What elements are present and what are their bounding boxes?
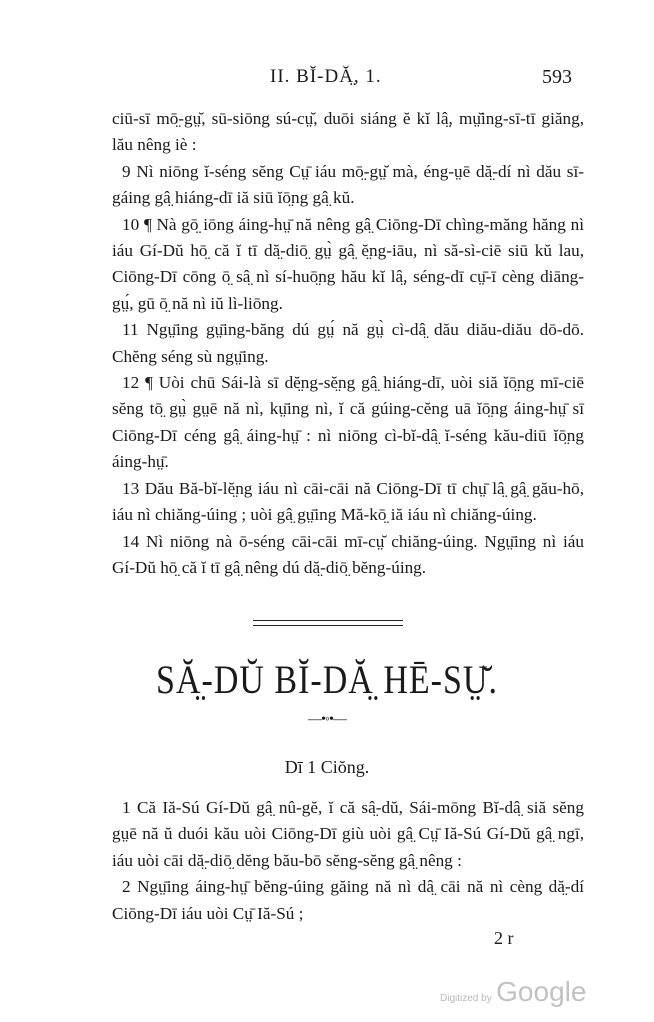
verse-10: 10 ¶ Nà gō̤ iōng áing-hṳ̄ nă nêng gâ̤ Ciōng-Dī chìng-măng hăng nì iáu Gí-Dŭ hō̤ că ĭ tī dă̤-diō̤ gṳ̀ gâ̤ ĕ̤ng-iāu, nì să-sì-ciē siū kŭ lau, Ciōng-Dī cōng ō̤ sâ̤ nì sí-huō̤ng hău kĭ lâ̤, séng-dī cṳ̄-ī cèng diāng-gṳ́, gū ō̤ nă nì iŭ lì-liōng. [112,214,584,313]
section-divider-rule [253,620,403,626]
signature-mark: 2 r [494,928,514,948]
page-number: 593 [542,66,572,88]
lower-text-block [112,795,584,927]
verse-9: 9 Nì niōng ĭ-séng sĕng Cṳ̄ iáu mō̤-gṳ̆ mà, éng-ṳē dă̤-dí nì dău sī-gáing gâ̤ hiáng-dī iă siū ĭō̤ng gâ̤ kŭ. [112,161,584,208]
section-title: SĂ̤-DŬ BĬ-DĂ̤ HĒ-SṲ̆. [156,658,498,703]
watermark-small-text: Digitized by [440,993,492,1004]
verse-14: 14 Nì niōng nà ō-séng cāi-cāi mī-cṳ̆ chiăng-úing. Ngṳ̄ing nì iáu Gí-Dŭ hō̤ că ĭ tī gâ̤ nêng dú dă̤-diō̤ bĕng-úing. [112,531,584,577]
upper-text-block [112,106,584,581]
running-head: II. BĬ-DĂ̤, 1. [270,66,382,87]
continuation-paragraph: ciū-sī mō̤-gṳ̆, sū-siōng sú-cṳ̆, duōi siáng ĕ kĭ lâ̤, mṳ̆ing-sī-tī giăng, lău nêng iè : [112,109,584,155]
digitized-watermark [440,976,586,1008]
chapter1-verse-1: 1 Că Iă-Sú Gí-Dŭ gâ̤ nû-gĕ, ĭ că sâ̤-dŭ, Sái-mōng Bĭ-dâ̤ siă sĕng gṳē nă ŭ duói kău uòi Ciōng-Dī giù uòi gâ̤ Cṳ̄ Iă-Sú Gí-Dŭ gâ̤ ngī, iáu uòi cāi dă̤-diō̤ dĕng bău-bō sĕng-sĕng gâ̤ nêng : [112,798,584,870]
verse-13: 13 Dău Bă-bĭ-lĕ̤ng iáu nì cāi-cāi nă Ciōng-Dī tī chṳ̄ lâ̤ gâ̤ gău-hō, iáu nì chiăng-úing ; uòi gâ̤ gṳ̄ing Mă-kō̤ iă iáu nì chiăng-úing. [112,478,584,525]
chapter-heading: Dī 1 Ciŏng. [284,757,370,777]
chapter1-verse-2: 2 Ngṳ̄ing áing-hṳ̄ bĕng-úing găing nă nì dâ̤ cāi nă nì cèng dă̤-dí Ciōng-Dī iáu uòi Cṳ̄ Iă-Sú ; [112,877,584,923]
verse-12: 12 ¶ Uòi chū Sái-là sī dĕ̤ng-sĕ̤ng gâ̤ hiáng-dī, uòi siă ĭō̤ng mī-ciē sĕng tō̤ gṳ̀ gṳē nă nì, kṳ̄ing nì, ĭ că gúing-cĕng uā ĭō̤ng áing-hṳ̄ sī Ciōng-Dī céng gâ̤ áing-hṳ̄ : nì niōng cì-bĭ-dâ̤ ĭ-séng kău-diū ĭō̤ng áing-hṳ̄. [112,373,584,472]
verse-11: 11 Ngṳ̄ing gṳ̄ing-băng dú gṳ́ nă gṳ̀ cì-dâ̤ dău diău-diău dō-dō. Chĕng séng sù ngṳ̄ing. [112,320,584,366]
watermark-logo-text: Google [496,976,587,1007]
ornament-divider: —•◦•— [308,712,346,727]
